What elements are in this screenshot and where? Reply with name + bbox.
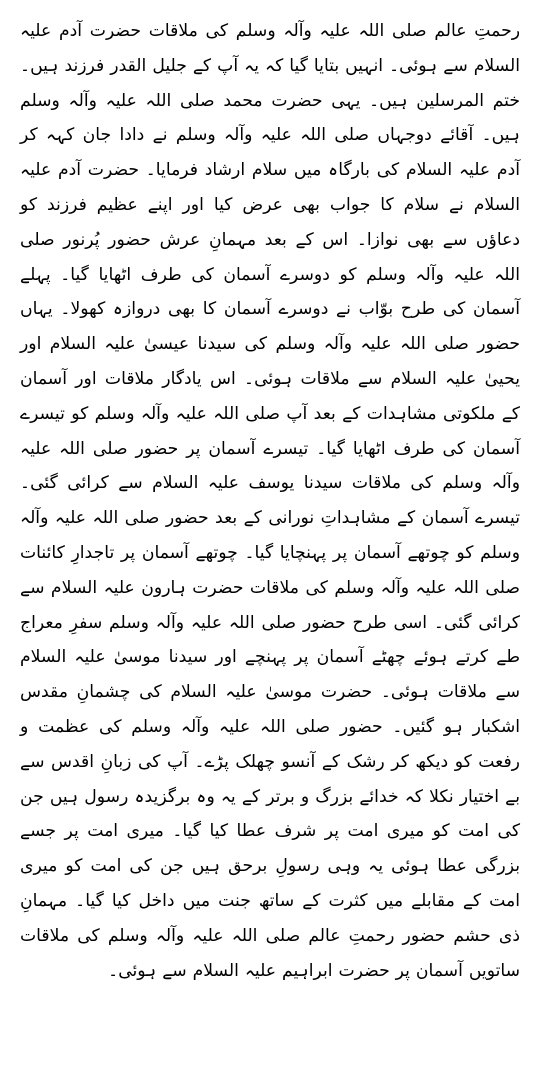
urdu-body-paragraph: رحمتِ عالم صلی اللہ علیہ وآلہ وسلم کی ملاقات حضرت آدم علیہ السلام سے ہوئی۔ انہیں بتایا گیا کہ یہ آپ کے جلیل القدر فرزند ہیں۔ ختم المرسلین ہیں۔ یہی حضرت محمد صلی اللہ علیہ وآلہ وسلم ہیں۔ آقائے دوجہاں صلی اللہ علیہ وآلہ وسلم نے دادا جان کہہ کر آدم علیہ السلام کی بارگاہ میں سلام ارشاد فرمایا۔ حضرت آدم علیہ السلام نے سلام کا جواب بھی عرض کیا اور اپنے عظیم فرزند کو دعاؤں سے بھی نوازا۔ اس کے بعد مہمانِ عرش حضور پُرنور صلی اللہ علیہ وآلہ وسلم کو دوسرے آسمان کی طرف اٹھایا گیا۔ پہلے آسمان کی طرح بوّاب نے دوسرے آسمان کا بھی دروازہ کھولا۔ یہاں حضور صلی اللہ علیہ وآلہ وسلم کی سیدنا عیسیٰ علیہ السلام اور یحییٰ علیہ السلام سے ملاقات ہوئی۔ اس یادگار ملاقات اور آسمان کے ملکوتی مشاہدات کے بعد آپ صلی اللہ علیہ وآلہ وسلم کو تیسرے آسمان کی طرف اٹھایا گیا۔ تیسرے آسمان پر حضور صلی اللہ علیہ وآلہ وسلم کی ملاقات سیدنا یوسف علیہ السلام سے کرائی گئی۔ تیسرے آسمان کے مشاہداتِ نورانی کے بعد حضور صلی اللہ علیہ وآلہ وسلم کو چوتھے آسمان پر پہنچایا گیا۔ چوتھے آسمان پر تاجدارِ کائنات صلی اللہ علیہ وآلہ وسلم کی ملاقات حضرت ہارون علیہ السلام سے کرائی گئی۔ اسی طرح حضور صلی اللہ علیہ وآلہ وسلم سفرِ معراج طے کرتے ہوئے چھٹے آسمان پر پہنچے اور سیدنا موسیٰ علیہ السلام سے ملاقات ہوئی۔ حضرت موسیٰ علیہ السلام کی چشمانِ مقدس اشکبار ہو گئیں۔ حضور صلی اللہ علیہ وآلہ وسلم کی عظمت و رفعت کو دیکھ کر رشک کے آنسو چھلک پڑے۔ آپ کی زبانِ اقدس سے بے اختیار نکلا کہ خدائے بزرگ و برتر کے یہ وہ برگزیدہ رسول ہیں جن کی امت کو میری امت پر شرف عطا کیا گیا۔ میری امت پر جسے بزرگی عطا ہوئی یہ وہی رسولِ برحق ہیں جن کی امت کو میری امت کے مقابلے میں کثرت کے ساتھ جنت میں داخل کیا گیا۔ مہمانِ ذی حشم حضور رحمتِ عالم صلی اللہ علیہ وآلہ وسلم کی ملاقات ساتویں آسمان پر حضرت ابراہیم علیہ السلام سے ہوئی۔ — [20, 21, 520, 981]
